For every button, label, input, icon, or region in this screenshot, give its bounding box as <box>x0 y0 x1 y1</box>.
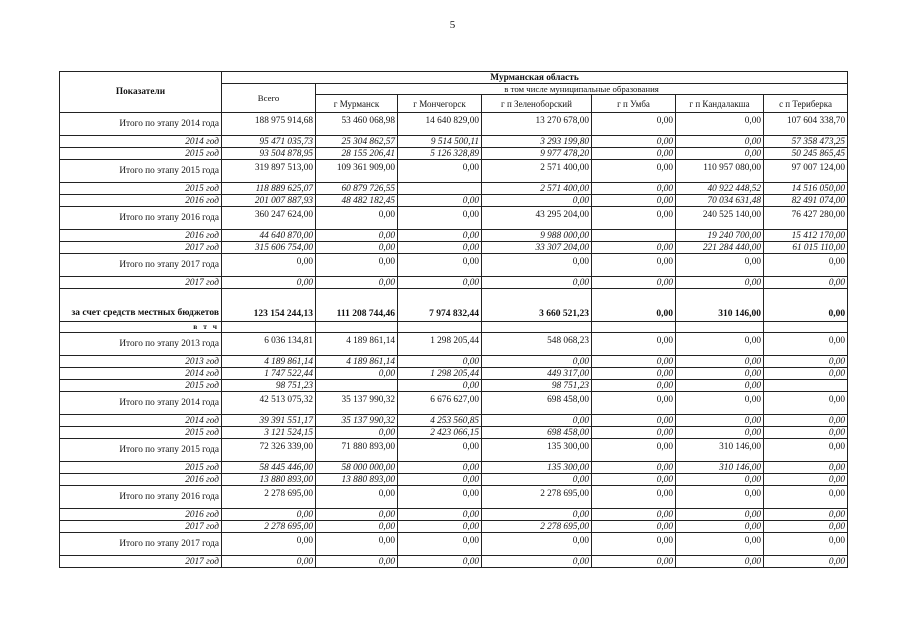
cell-value: 0,00 <box>676 356 764 368</box>
row-label: Итого по этапу 2017 года <box>60 533 222 556</box>
table-row <box>60 415 848 427</box>
cell-value: 1 298 205,44 <box>398 368 482 380</box>
cell-value: 0,00 <box>592 289 676 322</box>
cell-value <box>676 322 764 333</box>
cell-total: 3 121 524,15 <box>222 427 316 439</box>
table-row <box>60 230 848 242</box>
cell-value: 0,00 <box>764 415 848 427</box>
cell-value: 0,00 <box>398 254 482 277</box>
header-subgroup: в том числе муниципальные образования <box>316 84 848 95</box>
cell-value: 0,00 <box>676 380 764 392</box>
cell-value <box>316 380 398 392</box>
cell-total: 201 007 887,93 <box>222 195 316 207</box>
row-label: 2016 год <box>60 195 222 207</box>
row-label: 2017 год <box>60 556 222 568</box>
row-label: Итого по этапу 2015 года <box>60 439 222 462</box>
cell-total: 95 471 035,73 <box>222 136 316 148</box>
cell-value: 0,00 <box>764 254 848 277</box>
cell-value: 0,00 <box>316 556 398 568</box>
row-label: 2017 год <box>60 521 222 533</box>
table-row <box>60 183 848 195</box>
table-row <box>60 521 848 533</box>
cell-value: 61 015 110,00 <box>764 242 848 254</box>
row-label: в т ч <box>60 322 222 333</box>
cell-value: 310 146,00 <box>676 439 764 462</box>
cell-value: 0,00 <box>316 230 398 242</box>
cell-total: 360 247 624,00 <box>222 207 316 230</box>
table-row <box>60 556 848 568</box>
cell-value: 0,00 <box>398 486 482 509</box>
cell-value: 0,00 <box>676 392 764 415</box>
cell-value: 0,00 <box>592 368 676 380</box>
cell-value: 0,00 <box>482 254 592 277</box>
cell-value: 28 155 206,41 <box>316 148 398 160</box>
cell-value: 0,00 <box>316 368 398 380</box>
table-row <box>60 136 848 148</box>
cell-value: 0,00 <box>676 136 764 148</box>
row-label: 2016 год <box>60 509 222 521</box>
cell-value: 0,00 <box>592 486 676 509</box>
table-row <box>60 195 848 207</box>
cell-value: 76 427 280,00 <box>764 207 848 230</box>
cell-value: 0,00 <box>764 509 848 521</box>
cell-value: 97 007 124,00 <box>764 160 848 183</box>
cell-total: 0,00 <box>222 533 316 556</box>
cell-value: 0,00 <box>592 277 676 289</box>
cell-value: 98 751,23 <box>482 380 592 392</box>
cell-value: 7 974 832,44 <box>398 289 482 322</box>
cell-value: 13 270 678,00 <box>482 113 592 136</box>
cell-total: 0,00 <box>222 254 316 277</box>
cell-value: 6 676 627,00 <box>398 392 482 415</box>
row-label: 2013 год <box>60 356 222 368</box>
cell-value: 0,00 <box>764 462 848 474</box>
table-row <box>60 474 848 486</box>
table-row <box>60 277 848 289</box>
cell-total: 39 391 551,17 <box>222 415 316 427</box>
cell-value: 0,00 <box>764 486 848 509</box>
cell-value: 0,00 <box>398 230 482 242</box>
cell-value: 0,00 <box>316 277 398 289</box>
cell-value: 0,00 <box>764 368 848 380</box>
cell-value: 14 516 050,00 <box>764 183 848 195</box>
header-municipality: г п Кандалакша <box>676 95 764 113</box>
cell-value: 0,00 <box>398 556 482 568</box>
row-label: 2015 год <box>60 183 222 195</box>
cell-value: 0,00 <box>482 277 592 289</box>
cell-total: 2 278 695,00 <box>222 521 316 533</box>
cell-value: 9 977 478,20 <box>482 148 592 160</box>
header-total: Всего <box>222 84 316 113</box>
cell-total: 98 751,23 <box>222 380 316 392</box>
cell-total: 0,00 <box>222 277 316 289</box>
cell-value: 548 068,23 <box>482 333 592 356</box>
cell-value: 0,00 <box>398 533 482 556</box>
cell-value: 35 137 990,32 <box>316 392 398 415</box>
cell-value: 0,00 <box>676 427 764 439</box>
cell-value: 0,00 <box>482 415 592 427</box>
cell-total <box>222 322 316 333</box>
header-municipality: г Мончегорск <box>398 95 482 113</box>
cell-value: 0,00 <box>398 509 482 521</box>
cell-value: 40 922 448,52 <box>676 183 764 195</box>
cell-total: 319 897 513,00 <box>222 160 316 183</box>
cell-value: 110 957 080,00 <box>676 160 764 183</box>
cell-value: 0,00 <box>676 486 764 509</box>
cell-value: 0,00 <box>676 556 764 568</box>
cell-value: 0,00 <box>676 474 764 486</box>
cell-value: 240 525 140,00 <box>676 207 764 230</box>
cell-total: 118 889 625,07 <box>222 183 316 195</box>
cell-value: 0,00 <box>398 462 482 474</box>
cell-value <box>398 322 482 333</box>
cell-value: 0,00 <box>398 207 482 230</box>
table-row <box>60 333 848 356</box>
header-municipality: г Мурманск <box>316 95 398 113</box>
cell-total: 315 606 754,00 <box>222 242 316 254</box>
cell-value: 0,00 <box>592 356 676 368</box>
cell-value: 0,00 <box>592 380 676 392</box>
table-row <box>60 254 848 277</box>
cell-value: 25 304 862,57 <box>316 136 398 148</box>
cell-value: 0,00 <box>482 533 592 556</box>
row-label: 2014 год <box>60 415 222 427</box>
cell-value: 0,00 <box>316 521 398 533</box>
cell-value: 0,00 <box>592 136 676 148</box>
cell-value: 35 137 990,32 <box>316 415 398 427</box>
cell-value: 2 278 695,00 <box>482 486 592 509</box>
cell-total: 42 513 075,32 <box>222 392 316 415</box>
table-body <box>60 113 848 568</box>
cell-value: 0,00 <box>592 207 676 230</box>
cell-value: 50 245 865,45 <box>764 148 848 160</box>
cell-value: 0,00 <box>482 556 592 568</box>
cell-total: 58 445 446,00 <box>222 462 316 474</box>
cell-value <box>316 322 398 333</box>
cell-value: 0,00 <box>764 533 848 556</box>
cell-value: 0,00 <box>316 533 398 556</box>
cell-value: 0,00 <box>764 474 848 486</box>
cell-value: 0,00 <box>764 333 848 356</box>
table-row <box>60 392 848 415</box>
row-label: 2015 год <box>60 380 222 392</box>
cell-value: 0,00 <box>316 254 398 277</box>
cell-total: 6 036 134,81 <box>222 333 316 356</box>
cell-value: 4 189 861,14 <box>316 356 398 368</box>
cell-value: 0,00 <box>398 242 482 254</box>
cell-value: 0,00 <box>316 427 398 439</box>
cell-value: 70 034 631,48 <box>676 195 764 207</box>
cell-value: 3 293 199,80 <box>482 136 592 148</box>
cell-value: 33 307 204,00 <box>482 242 592 254</box>
cell-value: 0,00 <box>676 113 764 136</box>
cell-value: 107 604 338,70 <box>764 113 848 136</box>
cell-value: 3 660 521,23 <box>482 289 592 322</box>
cell-total: 44 640 870,00 <box>222 230 316 242</box>
cell-value: 0,00 <box>316 486 398 509</box>
header-indicators: Показатели <box>60 72 222 113</box>
row-label: Итого по этапу 2016 года <box>60 486 222 509</box>
row-label: 2015 год <box>60 427 222 439</box>
cell-value: 0,00 <box>482 474 592 486</box>
cell-value: 698 458,00 <box>482 392 592 415</box>
cell-value: 0,00 <box>592 242 676 254</box>
cell-value: 43 295 204,00 <box>482 207 592 230</box>
cell-value: 0,00 <box>676 415 764 427</box>
row-label: 2015 год <box>60 462 222 474</box>
cell-value: 53 460 068,98 <box>316 113 398 136</box>
cell-value: 5 126 328,89 <box>398 148 482 160</box>
cell-value: 310 146,00 <box>676 462 764 474</box>
row-label: Итого по этапу 2013 года <box>60 333 222 356</box>
cell-value: 135 300,00 <box>482 462 592 474</box>
cell-total: 13 880 893,00 <box>222 474 316 486</box>
cell-value: 0,00 <box>764 427 848 439</box>
cell-value: 0,00 <box>764 277 848 289</box>
cell-value: 0,00 <box>592 474 676 486</box>
cell-value: 698 458,00 <box>482 427 592 439</box>
cell-total: 188 975 914,68 <box>222 113 316 136</box>
cell-value: 82 491 074,00 <box>764 195 848 207</box>
cell-value <box>592 322 676 333</box>
row-label: 2014 год <box>60 136 222 148</box>
cell-value: 0,00 <box>764 356 848 368</box>
cell-value: 0,00 <box>592 439 676 462</box>
cell-value: 4 253 560,85 <box>398 415 482 427</box>
cell-total: 2 278 695,00 <box>222 486 316 509</box>
table-row <box>60 207 848 230</box>
cell-value: 0,00 <box>592 556 676 568</box>
cell-value: 2 571 400,00 <box>482 160 592 183</box>
table-row <box>60 380 848 392</box>
table-row <box>60 113 848 136</box>
table-row <box>60 533 848 556</box>
cell-value: 0,00 <box>398 160 482 183</box>
cell-value: 0,00 <box>676 509 764 521</box>
cell-value: 0,00 <box>592 254 676 277</box>
row-label: 2014 год <box>60 368 222 380</box>
cell-value: 0,00 <box>398 380 482 392</box>
cell-total: 123 154 244,13 <box>222 289 316 322</box>
cell-total: 1 747 522,44 <box>222 368 316 380</box>
cell-value <box>592 230 676 242</box>
cell-value: 0,00 <box>592 160 676 183</box>
cell-value: 0,00 <box>676 277 764 289</box>
cell-value: 310 146,00 <box>676 289 764 322</box>
table-row <box>60 509 848 521</box>
row-label: Итого по этапу 2016 года <box>60 207 222 230</box>
cell-value: 13 880 893,00 <box>316 474 398 486</box>
table-header <box>60 72 848 113</box>
table-row <box>60 148 848 160</box>
header-region: Мурманская область <box>222 72 848 84</box>
header-municipality: г п Умба <box>592 95 676 113</box>
cell-value <box>764 322 848 333</box>
cell-value: 0,00 <box>592 509 676 521</box>
table-row <box>60 368 848 380</box>
cell-value: 111 208 744,46 <box>316 289 398 322</box>
table-row <box>60 289 848 322</box>
cell-value: 57 358 473,25 <box>764 136 848 148</box>
table-row <box>60 160 848 183</box>
cell-value: 0,00 <box>764 392 848 415</box>
table-row <box>60 242 848 254</box>
cell-value: 0,00 <box>592 392 676 415</box>
cell-total: 0,00 <box>222 556 316 568</box>
cell-value: 2 423 066,15 <box>398 427 482 439</box>
header-municipality: г п Зеленоборский <box>482 95 592 113</box>
cell-value: 0,00 <box>592 113 676 136</box>
page-number: 5 <box>449 19 456 31</box>
row-label: Итого по этапу 2015 года <box>60 160 222 183</box>
cell-value: 0,00 <box>764 556 848 568</box>
cell-value: 0,00 <box>398 195 482 207</box>
table-row <box>60 356 848 368</box>
cell-total: 72 326 339,00 <box>222 439 316 462</box>
cell-value: 221 284 440,00 <box>676 242 764 254</box>
cell-value: 2 278 695,00 <box>482 521 592 533</box>
cell-value: 60 879 726,55 <box>316 183 398 195</box>
cell-value: 2 571 400,00 <box>482 183 592 195</box>
cell-value <box>482 322 592 333</box>
cell-value: 0,00 <box>676 333 764 356</box>
cell-value: 9 514 500,11 <box>398 136 482 148</box>
row-label: Итого по этапу 2014 года <box>60 113 222 136</box>
cell-value: 0,00 <box>592 427 676 439</box>
cell-value: 0,00 <box>482 195 592 207</box>
cell-value: 71 880 893,00 <box>316 439 398 462</box>
cell-value: 0,00 <box>482 356 592 368</box>
cell-value: 109 361 909,00 <box>316 160 398 183</box>
table-row <box>60 322 848 333</box>
cell-value: 0,00 <box>592 183 676 195</box>
cell-total: 93 504 878,95 <box>222 148 316 160</box>
cell-value: 0,00 <box>764 439 848 462</box>
cell-value: 0,00 <box>592 462 676 474</box>
cell-value: 0,00 <box>316 509 398 521</box>
cell-value: 0,00 <box>398 439 482 462</box>
cell-value: 4 189 861,14 <box>316 333 398 356</box>
cell-value: 0,00 <box>676 533 764 556</box>
cell-value: 0,00 <box>676 521 764 533</box>
cell-value: 0,00 <box>482 509 592 521</box>
cell-value <box>764 380 848 392</box>
cell-total: 0,00 <box>222 509 316 521</box>
row-label: 2017 год <box>60 277 222 289</box>
cell-value: 48 482 182,45 <box>316 195 398 207</box>
cell-value <box>398 183 482 195</box>
table-row <box>60 462 848 474</box>
header-municipality: с п Териберка <box>764 95 848 113</box>
row-label: Итого по этапу 2014 года <box>60 392 222 415</box>
table-row <box>60 486 848 509</box>
cell-value: 0,00 <box>316 242 398 254</box>
row-label: 2016 год <box>60 230 222 242</box>
cell-value: 449 317,00 <box>482 368 592 380</box>
row-label: 2016 год <box>60 474 222 486</box>
cell-value: 0,00 <box>592 333 676 356</box>
cell-value: 0,00 <box>592 521 676 533</box>
cell-value: 0,00 <box>398 356 482 368</box>
cell-value: 0,00 <box>316 207 398 230</box>
cell-value: 0,00 <box>592 415 676 427</box>
budget-table <box>59 71 848 568</box>
cell-value: 0,00 <box>592 195 676 207</box>
cell-value: 19 240 700,00 <box>676 230 764 242</box>
row-label: за счет средств местных бюджетов <box>60 289 222 322</box>
cell-value: 0,00 <box>676 254 764 277</box>
cell-value: 0,00 <box>676 368 764 380</box>
cell-value: 0,00 <box>592 533 676 556</box>
cell-value: 0,00 <box>764 521 848 533</box>
cell-total: 4 189 861,14 <box>222 356 316 368</box>
cell-value: 0,00 <box>676 148 764 160</box>
row-label: Итого по этапу 2017 года <box>60 254 222 277</box>
cell-value: 0,00 <box>592 148 676 160</box>
cell-value: 1 298 205,44 <box>398 333 482 356</box>
cell-value: 0,00 <box>764 289 848 322</box>
cell-value: 0,00 <box>398 521 482 533</box>
cell-value: 9 988 000,00 <box>482 230 592 242</box>
cell-value: 15 412 170,00 <box>764 230 848 242</box>
cell-value: 135 300,00 <box>482 439 592 462</box>
cell-value: 0,00 <box>398 277 482 289</box>
row-label: 2015 год <box>60 148 222 160</box>
cell-value: 0,00 <box>398 474 482 486</box>
table-row <box>60 427 848 439</box>
cell-value: 58 000 000,00 <box>316 462 398 474</box>
row-label: 2017 год <box>60 242 222 254</box>
table-row <box>60 439 848 462</box>
cell-value: 14 640 829,00 <box>398 113 482 136</box>
